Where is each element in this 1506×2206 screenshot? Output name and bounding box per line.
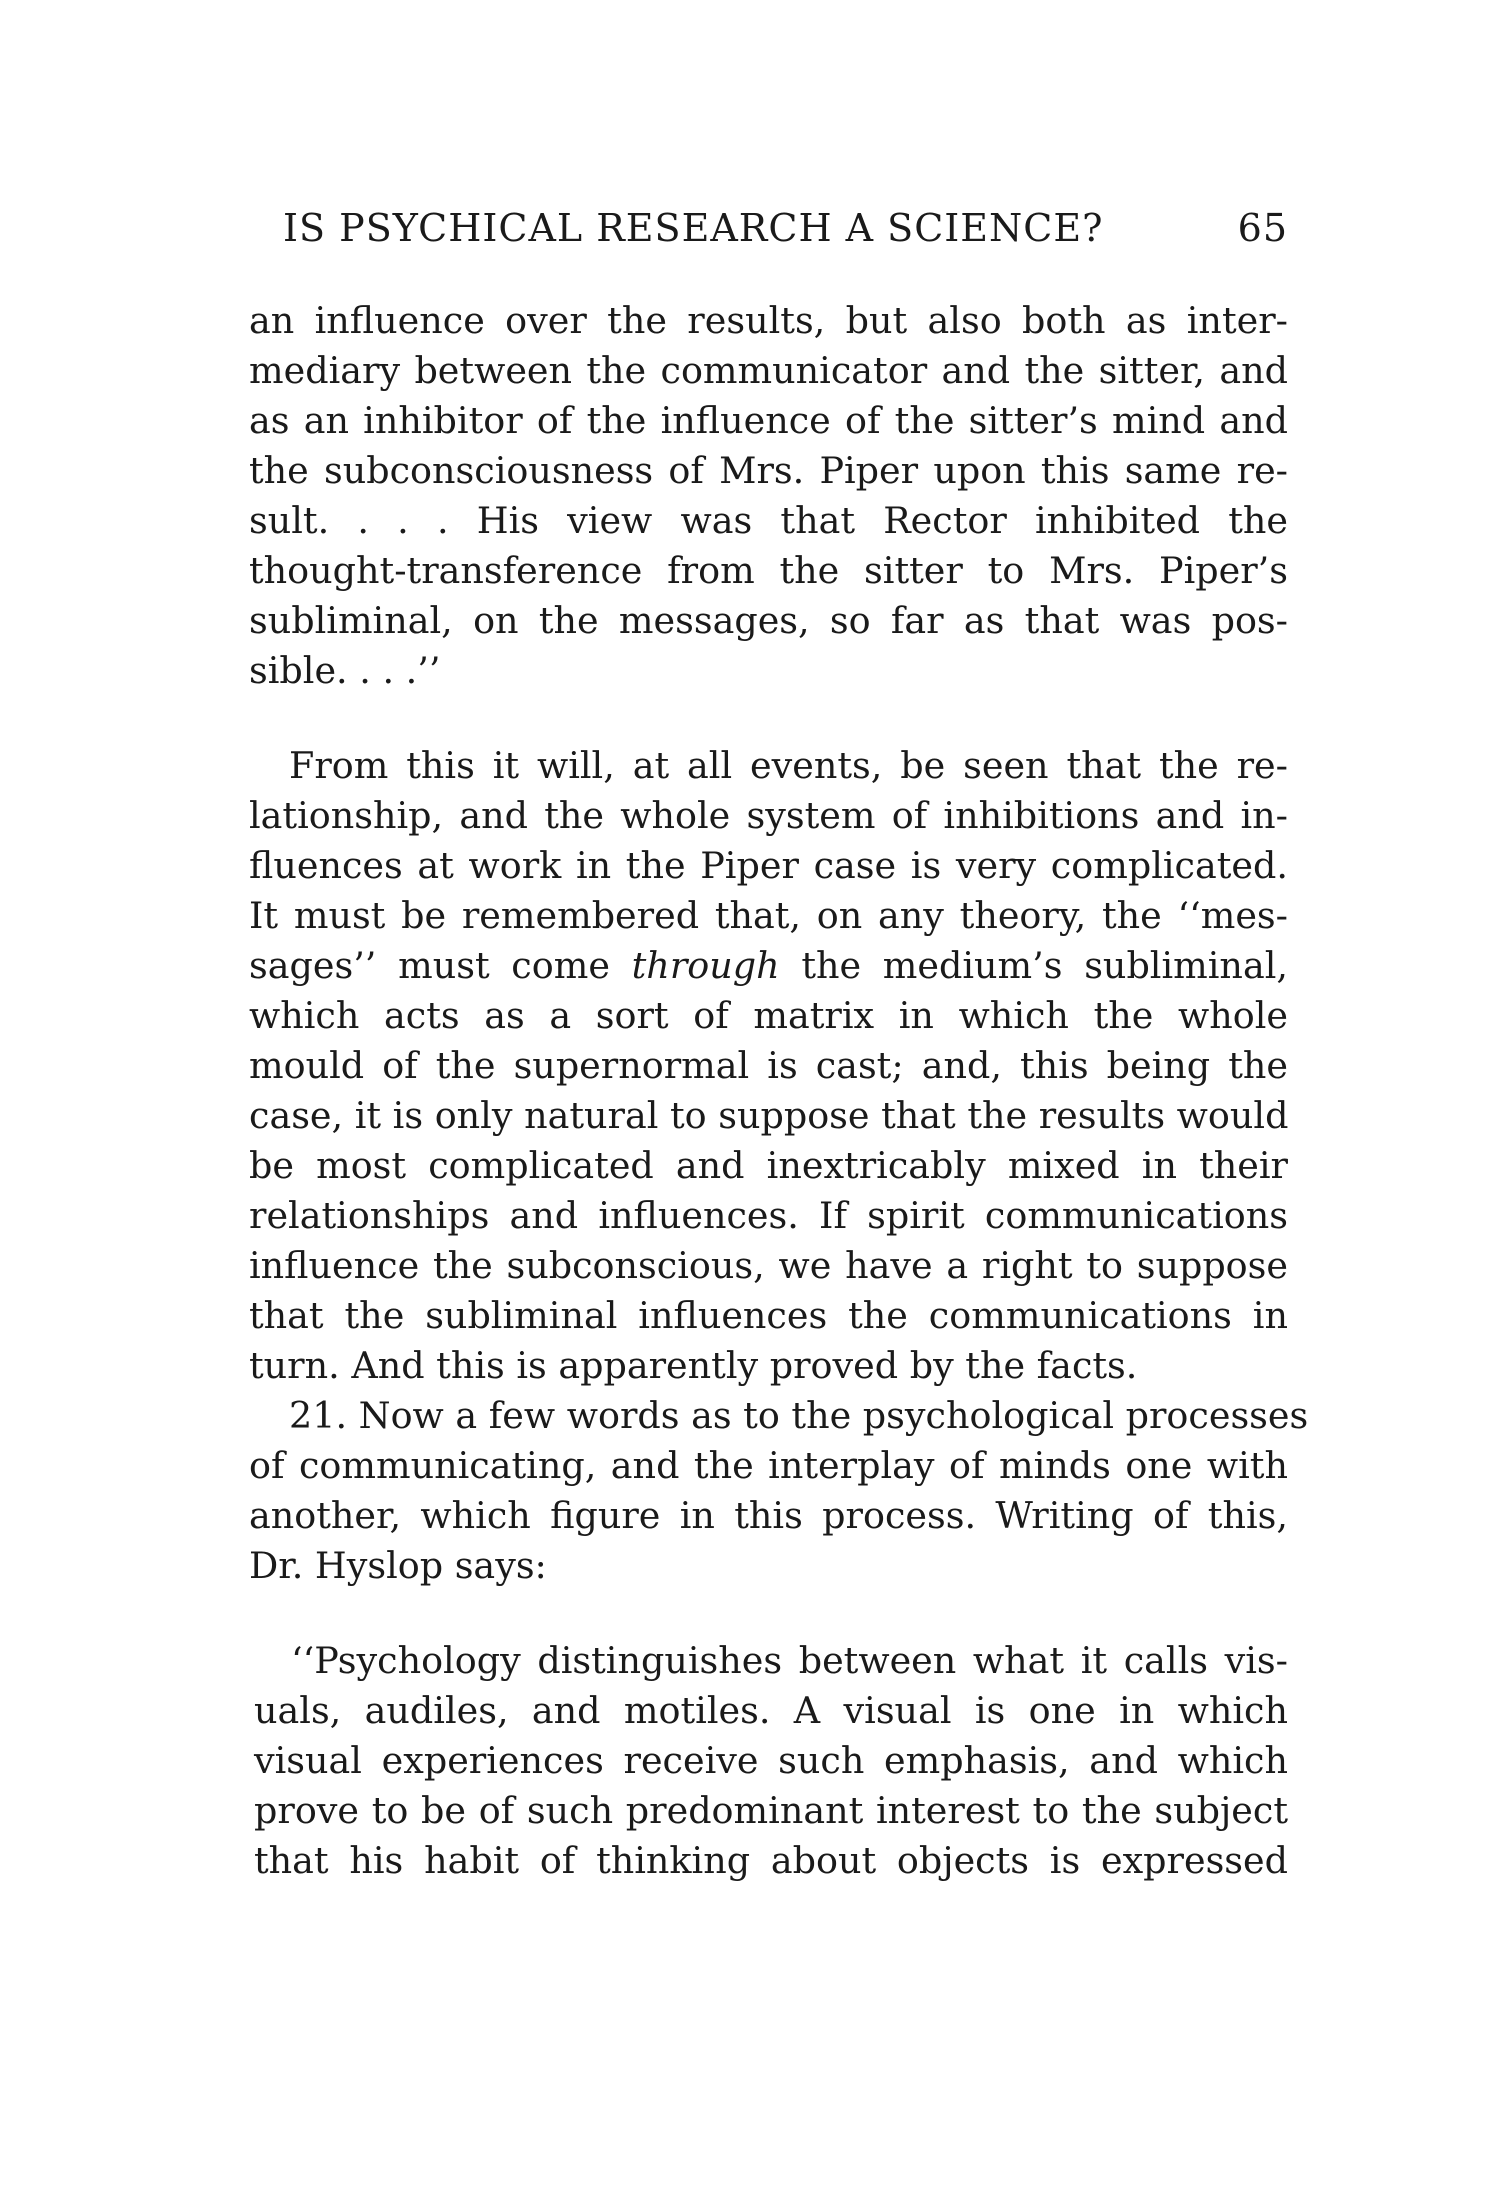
text-line: another, which figure in this process. Writing of this, — [249, 1494, 1288, 1537]
text-line: relationships and influences. If spirit communications — [249, 1194, 1288, 1237]
text-line: mediary between the communicator and the sitter, and — [249, 349, 1288, 392]
text-line: be most complicated and inextricably mixed in their — [249, 1144, 1288, 1187]
text-line: the subconsciousness of Mrs. Piper upon this same re- — [249, 449, 1288, 492]
text-line: subliminal, on the messages, so far as that was pos- — [249, 599, 1288, 642]
text-line: thought-transference from the sitter to Mrs. Piper’s — [249, 549, 1288, 592]
text-line: Dr. Hyslop says: — [249, 1544, 547, 1587]
text-line: ‘‘Psychology distinguishes between what it calls vis- — [291, 1639, 1288, 1682]
text-line: visual experiences receive such emphasis, and which — [254, 1739, 1288, 1782]
text-line: lationship, and the whole system of inhibitions and in- — [249, 794, 1288, 837]
text-line: of communicating, and the interplay of minds one with — [249, 1444, 1288, 1487]
text-line: case, it is only natural to suppose that the results would — [249, 1094, 1289, 1137]
text-line: which acts as a sort of matrix in which the whole — [249, 994, 1288, 1037]
text-line: uals, audiles, and motiles. A visual is one in which — [254, 1689, 1288, 1732]
text-line: turn. And this is apparently proved by the facts. — [249, 1344, 1138, 1387]
text-line: as an inhibitor of the influence of the sitter’s mind and — [249, 399, 1288, 442]
emphasized-word: through — [631, 944, 780, 987]
text-line: 21. Now a few words as to the psychological processes — [289, 1394, 1309, 1437]
text-fragment: sages’’ must come — [249, 944, 632, 987]
text-line: that the subliminal influences the communications in — [249, 1294, 1288, 1337]
text-line: influence the subconscious, we have a right to suppose — [249, 1244, 1288, 1287]
page-number: 65 — [1237, 206, 1288, 250]
text-line: sult. . . . His view was that Rector inhibited the — [249, 499, 1288, 542]
text-line: an influence over the results, but also both as inter- — [249, 299, 1288, 342]
text-line: sible. . . .’’ — [249, 649, 441, 692]
text-line: fluences at work in the Piper case is very complicated. — [249, 844, 1288, 887]
text-line: It must be remembered that, on any theory, the ‘‘mes- — [249, 894, 1288, 937]
running-title: IS PSYCHICAL RESEARCH A SCIENCE? — [283, 206, 1104, 250]
text-line: From this it will, at all events, be seen that the re- — [289, 744, 1288, 787]
text-line: mould of the supernormal is cast; and, this being the — [249, 1044, 1288, 1087]
text-fragment: the medium’s subliminal, — [779, 944, 1288, 987]
text-line: that his habit of thinking about objects is expressed — [254, 1839, 1288, 1882]
text-line: prove to be of such predominant interest to the subject — [254, 1789, 1288, 1832]
